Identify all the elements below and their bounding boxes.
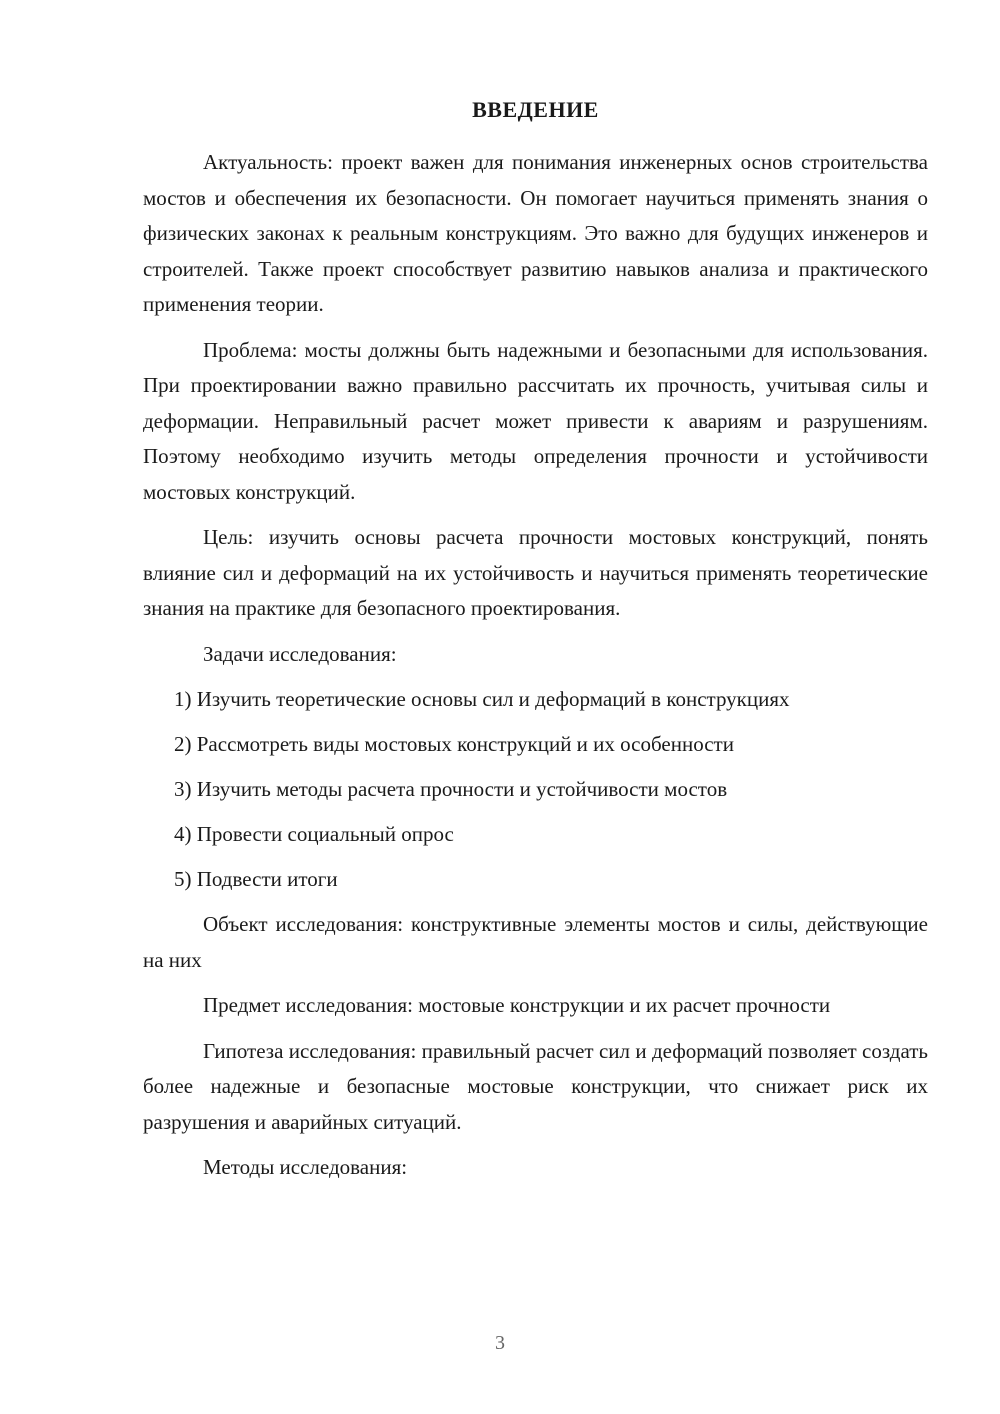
list-item: 5) Подвести итоги	[174, 867, 338, 891]
tasks-list	[143, 682, 928, 898]
paragraph-tasks-heading: Задачи исследования:	[203, 641, 397, 666]
page-title: ВВЕДЕНИЕ	[472, 97, 599, 122]
paragraph-goal: Цель: изучить основы расчета прочности мостовых конструкций, понять влияние сил и деформаций на их устойчивость и научиться применять теоретические знания на практике для безопасного проектирования.	[143, 525, 928, 620]
paragraph-problem: Проблема: мосты должны быть надежными и безопасными для использования. При проектировании важно правильно рассчитать их прочность, учитывая силы и деформации. Неправильный расчет может привести к авариям и разрушениям. Поэтому необходимо изучить методы определения прочности и устойчивости мостовых конструкций.	[143, 337, 928, 504]
page-number: 3	[495, 1332, 505, 1354]
document-page	[143, 95, 928, 1196]
list-item: 1) Изучить теоретические основы сил и деформаций в конструкциях	[174, 687, 790, 711]
paragraph-object: Объект исследования: конструктивные элементы мостов и силы, действующие на них	[143, 912, 928, 972]
paragraph-methods: Методы исследования:	[203, 1155, 408, 1179]
list-item: 3) Изучить методы расчета прочности и устойчивости мостов	[174, 777, 728, 801]
paragraph-relevance: Актуальность: проект важен для понимания инженерных основ строительства мостов и обеспечения их безопасности. Он помогает научиться применять знания о физических законах к реальным конструкциям. Это важно для будущих инженеров и строителей. Также проект способствует развитию навыков анализа и практического применения теории.	[143, 150, 928, 316]
paragraph-hypothesis: Гипотеза исследования: правильный расчет сил и деформаций позволяет создать более надежные и безопасные мостовые конструкции, что снижает риск их разрушения и аварийных ситуаций.	[143, 1038, 928, 1134]
list-item: 2) Рассмотреть виды мостовых конструкций и их особенности	[174, 732, 734, 756]
paragraph-subject: Предмет исследования: мостовые конструкции и их расчет прочности	[203, 993, 831, 1017]
list-item: 4) Провести социальный опрос	[174, 822, 454, 846]
